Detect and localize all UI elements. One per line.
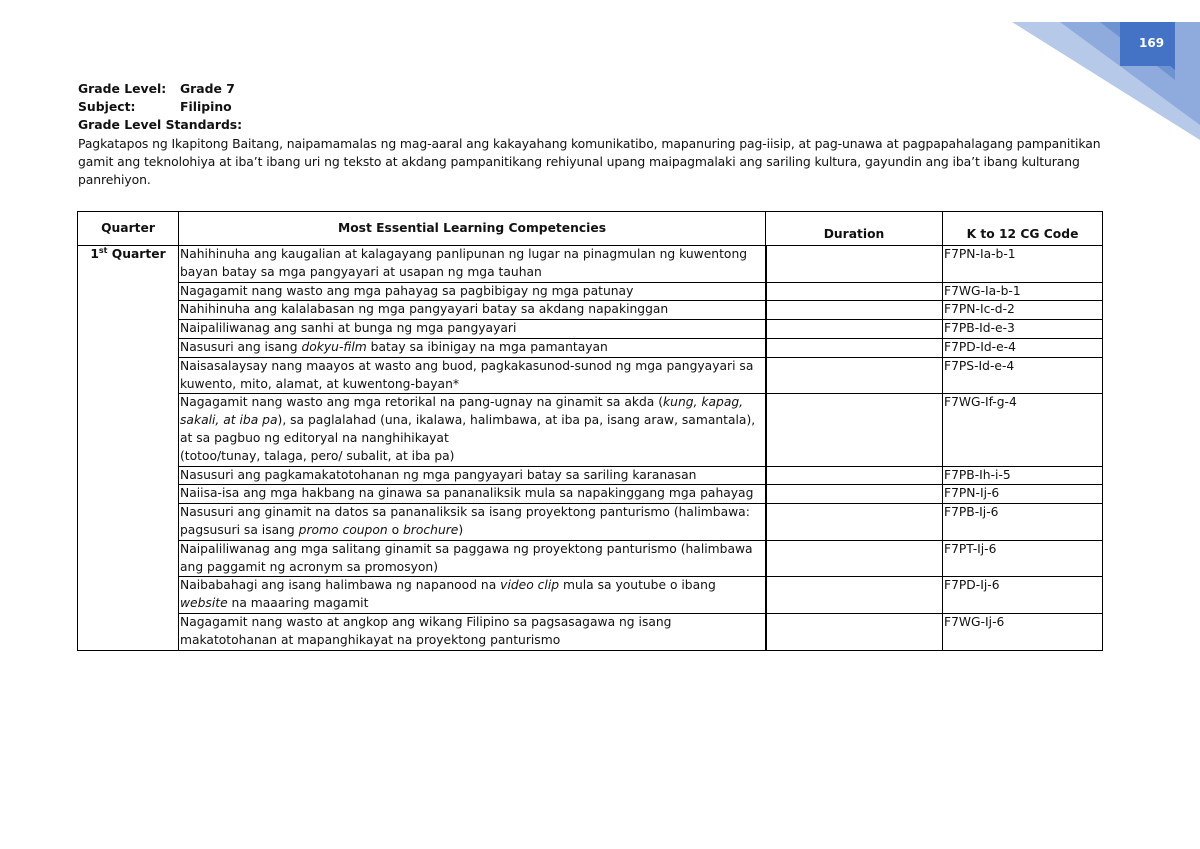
competency-text: (totoo/tunay, talaga, pero/ subalit, at iba pa) — [180, 448, 455, 463]
competency-emphasis: promo coupon — [298, 522, 388, 537]
table-row — [78, 338, 1103, 357]
duration-cell — [766, 613, 943, 650]
header-block — [78, 80, 1108, 189]
duration-cell — [766, 282, 943, 301]
code-cell: F7PT-Ij-6 — [943, 540, 1103, 577]
code-cell: F7PS-Id-e-4 — [943, 357, 1103, 394]
competency-cell — [179, 394, 766, 466]
duration-cell — [766, 577, 943, 614]
header-competencies: Most Essential Learning Competencies — [179, 212, 766, 246]
competency-text: Nasusuri ang isang — [180, 339, 302, 354]
duration-cell — [766, 485, 943, 504]
table-row — [78, 485, 1103, 504]
table-row — [78, 301, 1103, 320]
code-cell: F7WG-If-g-4 — [943, 394, 1103, 466]
header-duration: Duration — [766, 212, 943, 246]
competency-emphasis: brochure — [403, 522, 459, 537]
competency-cell: Naipaliliwanag ang mga salitang ginamit sa paggawa ng proyektong panturismo (halimbawa ang paggamit ng acronym sa promosyon) — [179, 540, 766, 577]
competency-emphasis: dokyu-film — [301, 339, 367, 354]
duration-cell — [766, 320, 943, 339]
competency-cell: Naiisa-isa ang mga hakbang na ginawa sa pananaliksik mula sa napakinggang mga pahayag — [179, 485, 766, 504]
grade-level-value: Grade 7 — [180, 81, 235, 96]
standards-label: Grade Level Standards: — [78, 117, 243, 133]
header-code: K to 12 CG Code — [943, 212, 1103, 246]
competency-text: Nasusuri ang ginamit na datos sa pananaliksik sa isang proyektong panturismo (halimbawa: pagsusuri sa isang — [180, 505, 750, 537]
grade-level-label: Grade Level: — [78, 81, 167, 96]
code-cell: F7PD-Ij-6 — [943, 577, 1103, 614]
competency-text: ), sa paglalahad (una, ikalawa, halimbawa, at iba pa, isang araw, samantala), at sa pagbuo ng editoryal na nanghihikayat — [180, 413, 756, 445]
duration-cell — [766, 338, 943, 357]
competencies-table — [77, 211, 1103, 651]
table-row — [78, 357, 1103, 394]
table-row — [78, 320, 1103, 339]
duration-cell — [766, 540, 943, 577]
competency-text: o — [387, 522, 403, 537]
code-cell: F7PN-Ia-b-1 — [943, 246, 1103, 283]
duration-cell — [766, 357, 943, 394]
code-cell: F7PN-Ij-6 — [943, 485, 1103, 504]
code-cell: F7PB-Ih-i-5 — [943, 466, 1103, 485]
subject-label: Subject: — [78, 99, 136, 115]
table-row — [78, 466, 1103, 485]
header-quarter: Quarter — [78, 212, 179, 246]
quarter-number: 1 — [90, 247, 99, 261]
competency-emphasis: video clip — [500, 578, 560, 593]
duration-cell — [766, 466, 943, 485]
competency-cell: Nahihinuha ang kaugalian at kalagayang panlipunan ng lugar na pinagmulan ng kuwentong bayan batay sa mga pangyayari at usapan ng mga tauhan — [179, 246, 766, 283]
code-cell: F7WG-Ij-6 — [943, 613, 1103, 650]
competency-cell: Naipaliliwanag ang sanhi at bunga ng mga pangyayari — [179, 320, 766, 339]
competency-cell — [179, 338, 766, 357]
table-row — [78, 577, 1103, 614]
standards-text: Pagkatapos ng Ikapitong Baitang, naipamamalas ng mag-aaral ang kakayahang komunikatibo, mapanuring pag-iisip, at pag-unawa at pagpapahalagang pampanitikan gamit ang teknolohiya at iba’t ibang uri ng teksto at akdang pampanitikang rehiyunal upang maipagmalaki ang sariling kultura, gayundin ang iba’t ibang kulturang panrehiyon. — [78, 135, 1101, 188]
subject-value: Filipino — [180, 99, 232, 115]
code-cell: F7PB-Ij-6 — [943, 504, 1103, 541]
quarter-cell — [78, 246, 179, 651]
code-cell: F7PN-Ic-d-2 — [943, 301, 1103, 320]
table-row — [78, 394, 1103, 466]
competency-text: Nagagamit nang wasto ang mga retorikal na pang-ugnay na ginamit sa akda ( — [180, 395, 664, 410]
table-row — [78, 540, 1103, 577]
code-cell: F7PB-Id-e-3 — [943, 320, 1103, 339]
subject-row — [78, 98, 1108, 116]
page-number: 169 — [1139, 36, 1165, 50]
table-row — [78, 282, 1103, 301]
competency-cell — [179, 577, 766, 614]
quarter-suffix: st — [98, 245, 108, 255]
competency-cell: Nagagamit nang wasto ang mga pahayag sa pagbibigay ng mga patunay — [179, 282, 766, 301]
code-cell: F7WG-Ia-b-1 — [943, 282, 1103, 301]
grade-level-row — [78, 80, 1108, 98]
competency-cell: Naisasalaysay nang maayos at wasto ang buod, pagkakasunod-sunod ng mga pangyayari sa kuwento, mito, alamat, at kuwentong-bayan* — [179, 357, 766, 394]
competency-cell: Nasusuri ang pagkamakatotohanan ng mga pangyayari batay sa sariling karanasan — [179, 466, 766, 485]
duration-cell — [766, 246, 943, 283]
competency-cell: Nagagamit nang wasto at angkop ang wikang Filipino sa pagsasagawa ng isang makatotohanan at mapanghikayat na proyektong panturismo — [179, 613, 766, 650]
competency-text: Naibabahagi ang isang halimbawa ng napanood na — [180, 578, 501, 593]
competency-cell — [179, 504, 766, 541]
quarter-word: Quarter — [107, 247, 166, 261]
duration-cell — [766, 504, 943, 541]
duration-cell — [766, 301, 943, 320]
code-cell: F7PD-Id-e-4 — [943, 338, 1103, 357]
competency-cell: Nahihinuha ang kalalabasan ng mga pangyayari batay sa akdang napakinggan — [179, 301, 766, 320]
table-row — [78, 613, 1103, 650]
table-header-row — [78, 212, 1103, 246]
competency-text: batay sa ibinigay na mga pamantayan — [366, 339, 608, 354]
competency-emphasis: kung, kapag, sakali, at iba pa — [180, 395, 744, 428]
competency-text: mula sa youtube o ibang — [559, 578, 716, 593]
table-row — [78, 504, 1103, 541]
duration-cell — [766, 394, 943, 466]
competency-text: na maaaring magamit — [227, 596, 369, 611]
competency-emphasis: website — [180, 596, 228, 611]
table-row — [78, 246, 1103, 283]
competency-text: ) — [458, 522, 464, 537]
